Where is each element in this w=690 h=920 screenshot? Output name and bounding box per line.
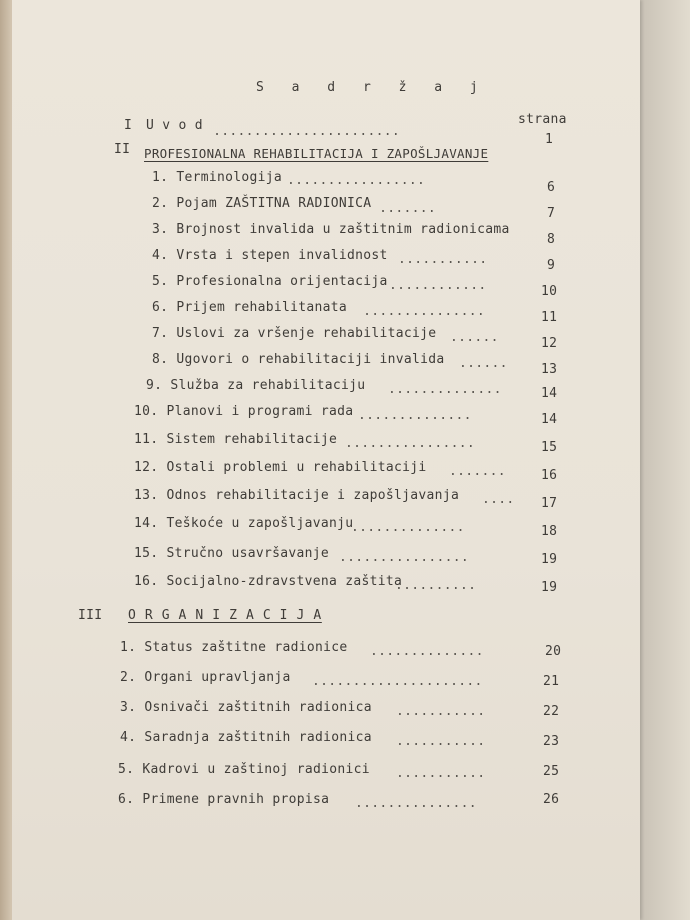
page-number: 18	[541, 524, 558, 539]
toc-entry-title: 3. Brojnost invalida u zaštitnim radionicama	[152, 222, 510, 237]
page-number: 1	[545, 132, 554, 147]
section-heading: PROFESIONALNA REHABILITACIJA I ZAPOŠLJAVANJE	[144, 146, 489, 161]
page-number: 22	[543, 704, 560, 719]
dot-leader: ...........	[398, 252, 488, 267]
dot-leader: ................	[345, 436, 476, 451]
toc-entry-title: 15. Stručno usavršavanje	[134, 546, 330, 561]
toc-entry-title: 7. Uslovi za vršenje rehabilitacije	[152, 326, 437, 341]
page-number: 20	[545, 644, 562, 659]
dot-leader: .....................	[312, 674, 483, 689]
dot-leader: ......	[450, 330, 499, 345]
dot-leader: .......	[449, 464, 506, 479]
adjacent-page-edge	[640, 0, 690, 920]
toc-entry-title: 1. Terminologija	[152, 170, 283, 185]
page-column-label: strana	[518, 112, 567, 127]
toc-entry-title: 6. Primene pravnih propisa	[118, 792, 330, 807]
page-number: 15	[541, 440, 558, 455]
dot-leader: ............	[389, 278, 487, 293]
dot-leader: ..............	[370, 644, 484, 659]
toc-title: S a d r ž a j	[256, 80, 488, 95]
page-number: 19	[541, 580, 558, 595]
section-heading: U v o d	[146, 118, 203, 133]
page-number: 26	[543, 792, 560, 807]
toc-entry-title: 5. Profesionalna orijentacija	[152, 274, 388, 289]
toc-entry-title: 4. Vrsta i stepen invalidnost	[152, 248, 388, 263]
dot-leader: ......	[459, 356, 508, 371]
page-number: 11	[541, 310, 558, 325]
dot-leader: ...........	[396, 734, 486, 749]
dot-leader: ...........	[396, 704, 486, 719]
page-number: 7	[547, 206, 556, 221]
toc-entry-title: 11. Sistem rehabilitacije	[134, 432, 338, 447]
section-numeral: III	[78, 608, 103, 623]
page-number: 10	[541, 284, 558, 299]
dot-leader: .......................	[205, 124, 401, 139]
page-number: 8	[547, 232, 556, 247]
section-heading: O R G A N I Z A C I J A	[128, 608, 322, 623]
dot-leader: .......	[371, 201, 437, 216]
page-number: 16	[541, 468, 558, 483]
page-number: 12	[541, 336, 558, 351]
toc-entry-title: 9. Služba za rehabilitaciju	[146, 378, 366, 393]
toc-entry-title: 4. Saradnja zaštitnih radionica	[120, 730, 372, 745]
page-number: 14	[541, 412, 558, 427]
dot-leader: ....	[482, 492, 515, 507]
dot-leader: ...............	[355, 304, 486, 319]
dot-leader: ..............	[351, 520, 465, 535]
toc-entry-title: 16. Socijalno-zdravstvena zaštita	[134, 574, 403, 589]
toc-entry-title: 2. Organi upravljanja	[120, 670, 291, 685]
dot-leader: ...........	[396, 766, 486, 781]
page-number: 17	[541, 496, 558, 511]
dot-leader: ..............	[388, 382, 502, 397]
toc-entry-title: 3. Osnivači zaštitnih radionica	[120, 700, 372, 715]
dot-leader: ...............	[355, 796, 477, 811]
page-number: 14	[541, 386, 558, 401]
page-number: 9	[547, 258, 556, 273]
toc-entry-title: 10. Planovi i programi rada	[134, 404, 354, 419]
page-number: 13	[541, 362, 558, 377]
dot-leader: .................	[287, 173, 426, 188]
dot-leader: ..........	[395, 578, 477, 593]
toc-entry-title: 12. Ostali problemi u rehabilitaciji	[134, 460, 427, 475]
page-number: 23	[543, 734, 560, 749]
toc-entry-title: 13. Odnos rehabilitacije i zapošljavanja	[134, 488, 460, 503]
page-number: 19	[541, 552, 558, 567]
page-number: 21	[543, 674, 560, 689]
toc-entry-title: 2. Pojam ZAŠTITNA RADIONICA	[152, 196, 372, 211]
section-numeral: II	[114, 142, 131, 157]
toc-entry-title: 5. Kadrovi u zaštinoj radionici	[118, 762, 370, 777]
page-number: 6	[547, 180, 556, 195]
dot-leader: ..............	[358, 408, 472, 423]
page-number: 25	[543, 764, 560, 779]
section-numeral: I	[124, 118, 133, 133]
toc-entry-title: 14. Teškoće u zapošljavanju	[134, 516, 354, 531]
toc-entry-title: 1. Status zaštitne radionice	[120, 640, 348, 655]
toc-entry-title: 6. Prijem rehabilitanata	[152, 300, 348, 315]
toc-entry-title: 8. Ugovori o rehabilitaciji invalida	[152, 352, 445, 367]
dot-leader: ................	[339, 550, 470, 565]
